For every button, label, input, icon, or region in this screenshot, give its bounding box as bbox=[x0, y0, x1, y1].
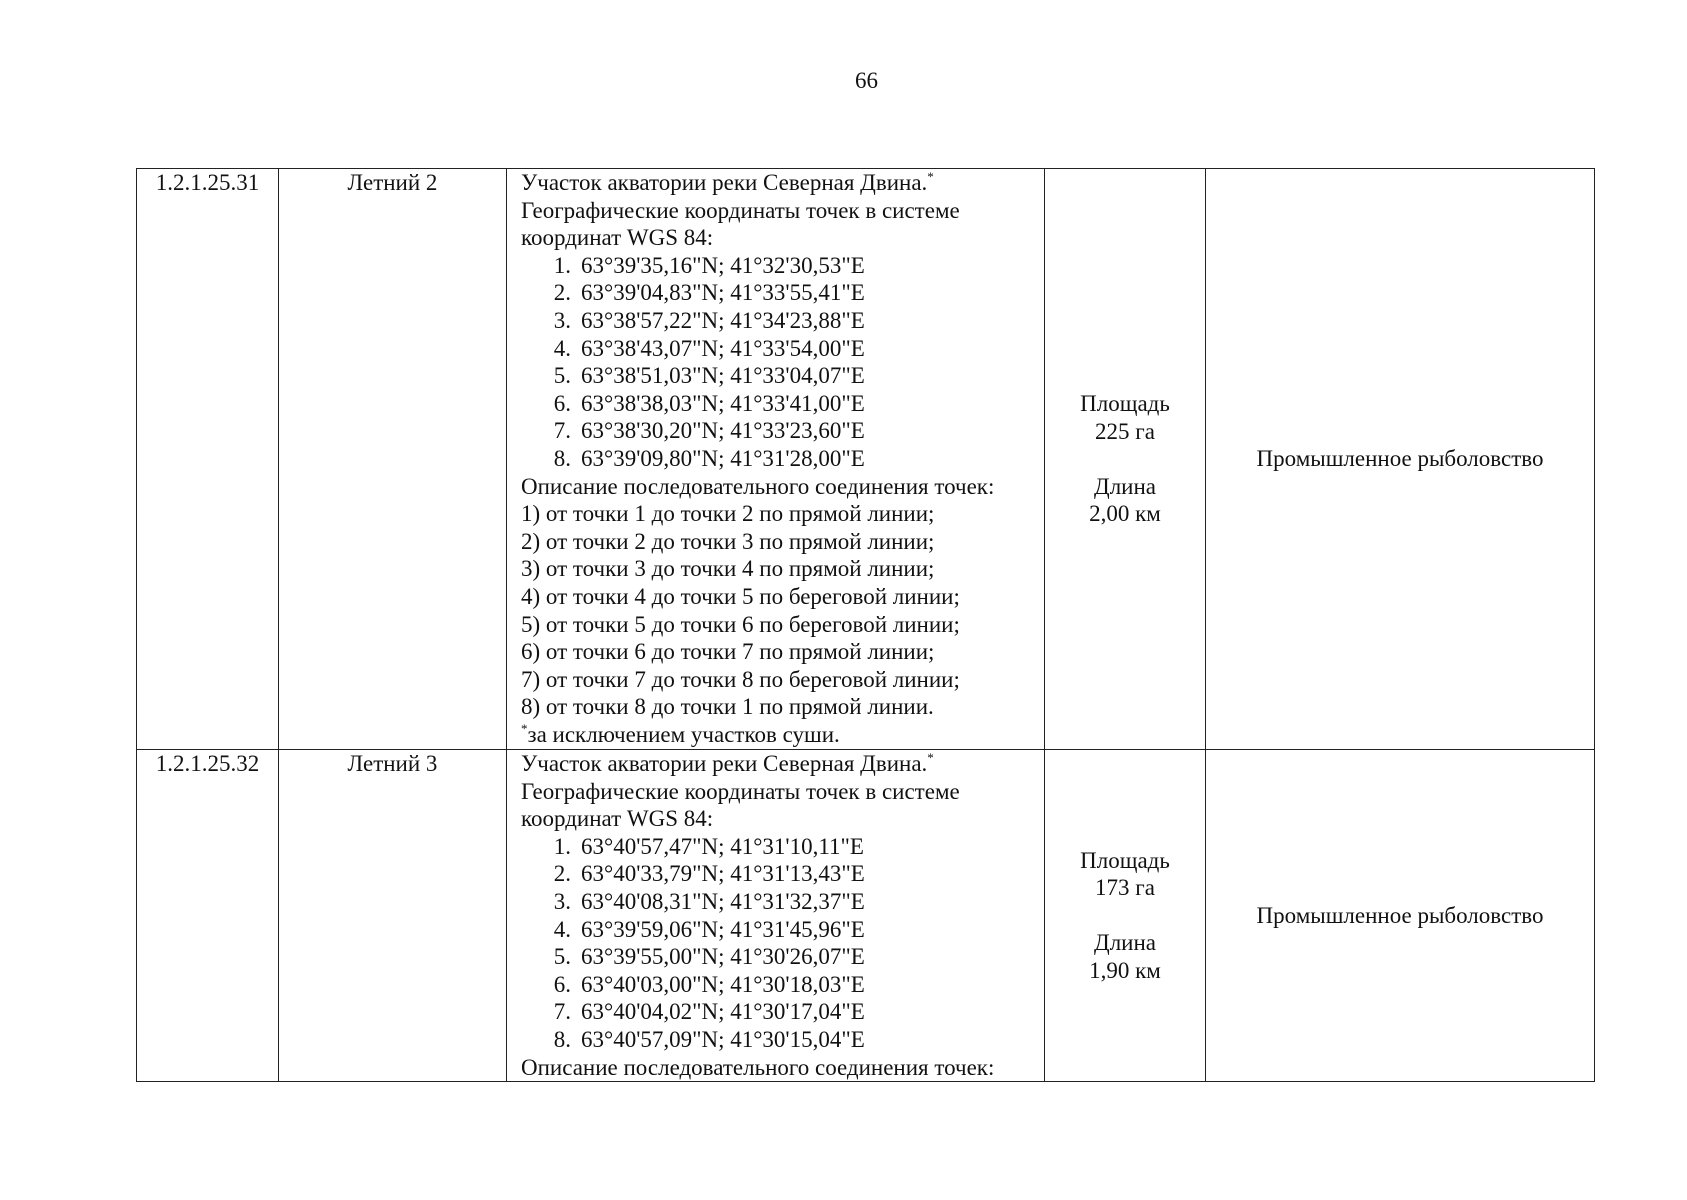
connection-item: 1) от точки 1 до точки 2 по прямой линии; bbox=[521, 501, 935, 527]
coordinate-item: 1. 63°40'57,47"N; 41°31'10,11"E bbox=[553, 833, 864, 859]
area-code: 1.2.1.25.31 bbox=[137, 169, 279, 750]
length-value: 1,90 км bbox=[1089, 957, 1161, 983]
coordinate-item: 6. 63°40'03,00"N; 41°30'18,03"E bbox=[553, 971, 865, 997]
coordinate-item: 5. 63°38'51,03"N; 41°33'04,07"E bbox=[553, 363, 865, 389]
area-metrics bbox=[1045, 750, 1206, 1082]
connection-item: 2) от точки 2 до точки 3 по прямой линии; bbox=[521, 528, 935, 554]
connection-item: 7) от точки 7 до точки 8 по береговой линии; bbox=[521, 666, 960, 692]
area-label: Площадь bbox=[1080, 391, 1170, 417]
length-label: Длина bbox=[1094, 930, 1156, 956]
coordinate-item: 4. 63°38'43,07"N; 41°33'54,00"E bbox=[553, 335, 865, 361]
area-metrics bbox=[1045, 169, 1206, 750]
footnote: *за исключением участков суши. bbox=[521, 720, 840, 747]
desc-intro-line: Географические координаты точек в системе bbox=[521, 197, 960, 223]
area-description bbox=[507, 169, 1045, 750]
page-number: 66 bbox=[855, 68, 878, 93]
connection-item: 8) от точки 8 до точки 1 по прямой линии. bbox=[521, 694, 934, 720]
coordinate-item: 7. 63°38'30,20"N; 41°33'23,60"E bbox=[553, 418, 865, 444]
area-code: 1.2.1.25.32 bbox=[137, 750, 279, 1082]
area-name: Летний 3 bbox=[279, 750, 507, 1082]
table-row bbox=[137, 169, 1595, 750]
footnote-mark: * bbox=[927, 169, 934, 184]
connection-item: 3) от точки 3 до точки 4 по прямой линии; bbox=[521, 556, 935, 582]
coordinate-item: 7. 63°40'04,02"N; 41°30'17,04"E bbox=[553, 999, 865, 1025]
connection-item: 5) от точки 5 до точки 6 по береговой линии; bbox=[521, 611, 960, 637]
coordinate-item: 6. 63°38'38,03"N; 41°33'41,00"E bbox=[553, 390, 865, 416]
length-value: 2,00 км bbox=[1089, 501, 1161, 527]
coordinate-item: 3. 63°38'57,22"N; 41°34'23,88"E bbox=[553, 307, 865, 333]
desc-intro-line: Географические координаты точек в системе bbox=[521, 778, 960, 804]
connection-item: 4) от точки 4 до точки 5 по береговой линии; bbox=[521, 583, 960, 609]
coordinate-item: 2. 63°40'33,79"N; 41°31'13,43"E bbox=[553, 861, 865, 887]
footnote-mark: * bbox=[927, 750, 934, 765]
table-row bbox=[137, 750, 1595, 1082]
area-value: 173 га bbox=[1095, 875, 1155, 901]
usage-type: Промышленное рыболовство bbox=[1206, 750, 1595, 1082]
fishing-areas-table bbox=[136, 168, 1595, 1082]
coordinates-list bbox=[521, 833, 1044, 1054]
connections-title: Описание последовательного соединения точек: bbox=[521, 1054, 995, 1080]
connections-title: Описание последовательного соединения точек: bbox=[521, 473, 995, 499]
desc-intro-line: координат WGS 84: bbox=[521, 806, 714, 832]
desc-intro: Участок акватории реки Северная Двина.* bbox=[521, 169, 934, 195]
area-description bbox=[507, 750, 1045, 1082]
coordinate-item: 3. 63°40'08,31"N; 41°31'32,37"E bbox=[553, 888, 865, 914]
coordinate-item: 5. 63°39'55,00"N; 41°30'26,07"E bbox=[553, 944, 865, 970]
area-label: Площадь bbox=[1080, 847, 1170, 873]
desc-intro: Участок акватории реки Северная Двина.* bbox=[521, 750, 934, 776]
coordinate-item: 2. 63°39'04,83"N; 41°33'55,41"E bbox=[553, 280, 865, 306]
coordinate-item: 4. 63°39'59,06"N; 41°31'45,96"E bbox=[553, 916, 865, 942]
connection-item: 6) от точки 6 до точки 7 по прямой линии; bbox=[521, 639, 935, 665]
area-name: Летний 2 bbox=[279, 169, 507, 750]
usage-type: Промышленное рыболовство bbox=[1206, 169, 1595, 750]
coordinate-item: 8. 63°40'57,09"N; 41°30'15,04"E bbox=[553, 1026, 865, 1052]
length-label: Длина bbox=[1094, 473, 1156, 499]
coordinates-list bbox=[521, 252, 1044, 473]
coordinate-item: 8. 63°39'09,80"N; 41°31'28,00"E bbox=[553, 445, 865, 471]
area-value: 225 га bbox=[1095, 418, 1155, 444]
coordinate-item: 1. 63°39'35,16"N; 41°32'30,53"E bbox=[553, 252, 865, 278]
desc-intro-line: координат WGS 84: bbox=[521, 225, 714, 251]
